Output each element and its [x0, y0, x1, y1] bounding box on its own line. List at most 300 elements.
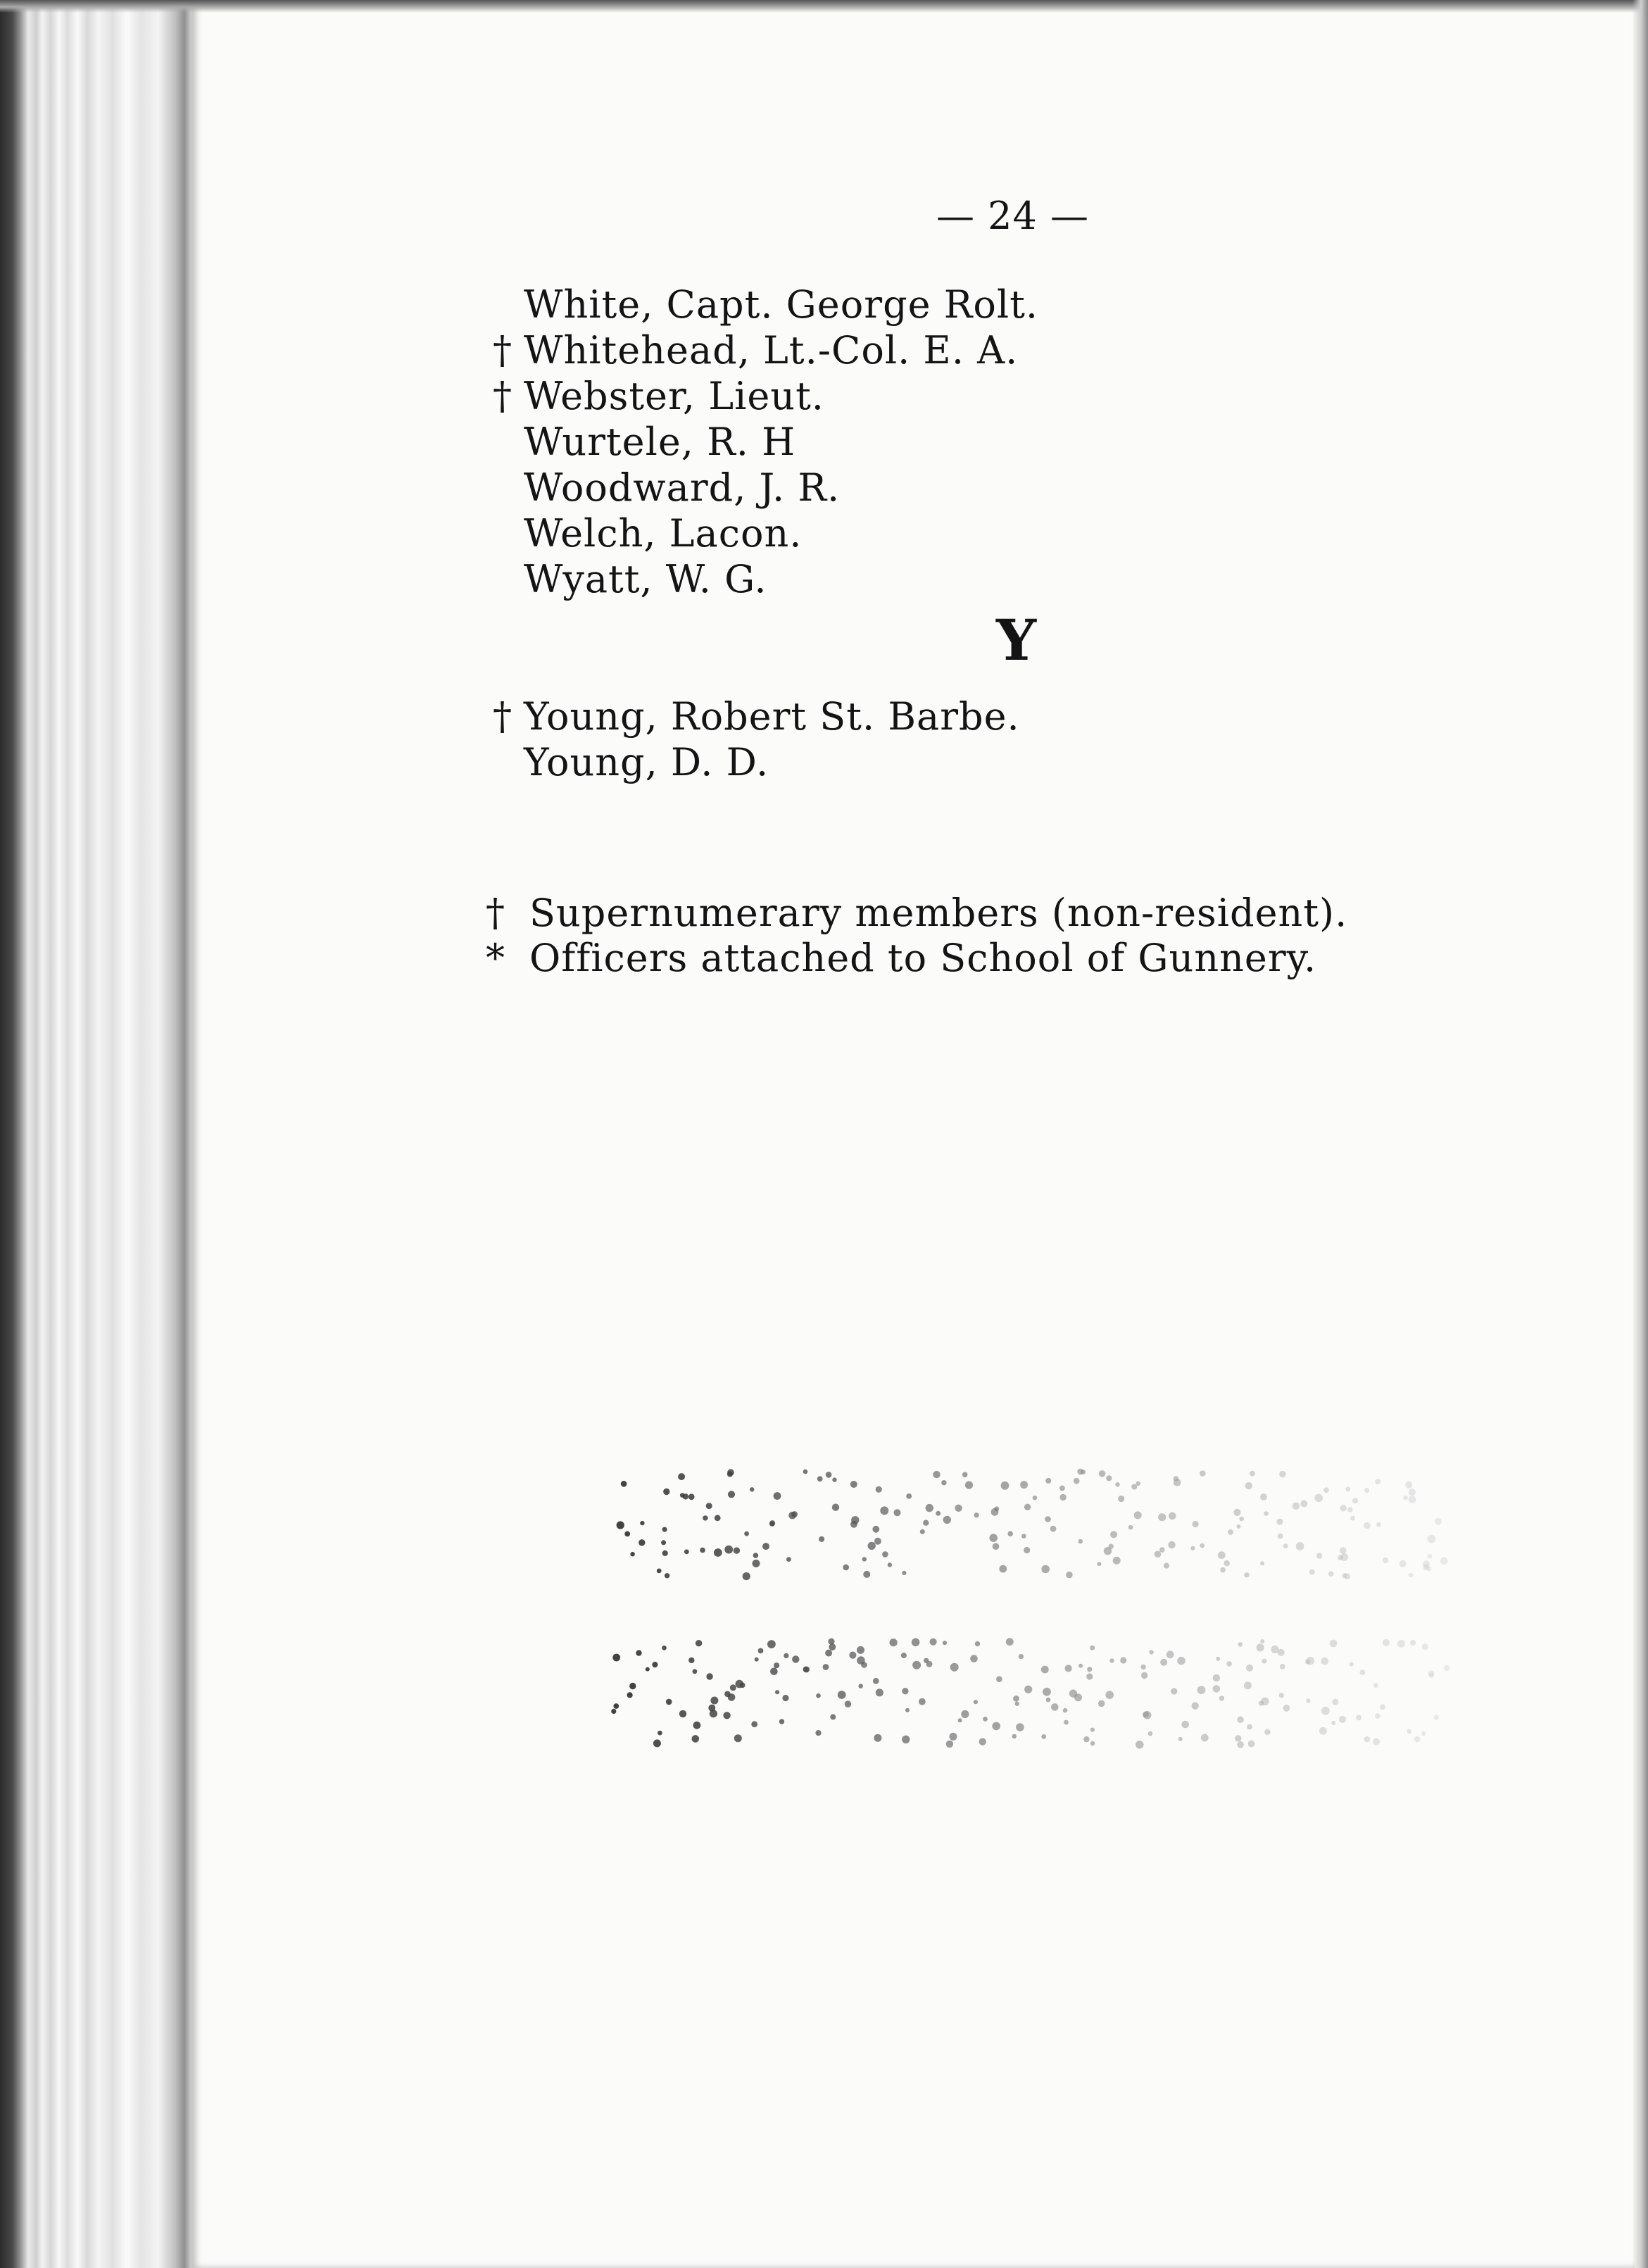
page-number: — 24 — — [936, 194, 1090, 238]
perforation-dot — [1041, 1734, 1046, 1739]
perforation-dot — [751, 1721, 757, 1727]
perforation-dot — [1007, 1531, 1013, 1536]
perforation-dot — [663, 1489, 669, 1495]
perforation-dot — [955, 1505, 962, 1512]
perforation-dot — [755, 1658, 759, 1662]
perforation-dot — [1024, 1547, 1030, 1553]
perforation-dot — [646, 1667, 650, 1672]
perforation-dot — [1316, 1553, 1322, 1558]
perforation-dot — [1340, 1547, 1347, 1554]
perforation-dot — [1090, 1646, 1095, 1650]
perforation-dot — [943, 1516, 951, 1524]
perforation-dot — [1226, 1661, 1232, 1667]
perforation-dot — [868, 1542, 876, 1550]
perforation-dot — [858, 1684, 863, 1689]
perforation-dot — [1166, 1650, 1174, 1658]
perforation-dot — [710, 1697, 718, 1705]
perforation-dot — [936, 1511, 941, 1516]
perforation-dot — [1168, 1541, 1175, 1548]
entry-name: Young, Robert St. Barbe. — [524, 694, 1020, 739]
perforation-dot — [679, 1710, 686, 1717]
perforation-dot — [1015, 1702, 1019, 1706]
perforation-dot — [1244, 1681, 1252, 1689]
perforation-dot — [1306, 1698, 1310, 1703]
list-item — [493, 282, 1038, 327]
perforation-dot — [993, 1543, 1000, 1550]
perforation-dot — [970, 1655, 978, 1662]
member-list-y — [493, 694, 1020, 785]
perforation-dot — [912, 1661, 921, 1669]
perforation-dot — [1041, 1666, 1049, 1674]
perforation-dot — [706, 1673, 712, 1679]
list-item — [493, 327, 1038, 373]
perforation-dot — [1403, 1496, 1407, 1500]
perforation-dot — [1444, 1665, 1449, 1671]
perforation-dot — [1260, 1639, 1264, 1643]
footnote — [486, 891, 1347, 936]
perforation-dot — [715, 1515, 721, 1521]
perforation-dot — [744, 1531, 749, 1536]
perforation-dot — [920, 1529, 925, 1534]
perforation-dot — [838, 1691, 846, 1699]
perforation-dot — [830, 1714, 836, 1719]
list-item — [493, 556, 1038, 602]
perforation-dot — [1106, 1475, 1112, 1481]
perforation-dot — [906, 1493, 912, 1499]
perforation-dot — [1250, 1471, 1255, 1477]
perforation-dot — [1264, 1729, 1270, 1735]
perforation-dot — [1280, 1664, 1285, 1669]
list-item — [493, 739, 1020, 785]
perforation-dot — [1148, 1731, 1153, 1736]
perforation-dot — [1422, 1643, 1428, 1650]
entry-name: Wyatt, W. G. — [524, 557, 767, 601]
perforation-dot — [1248, 1741, 1255, 1748]
perforation-dot — [1109, 1543, 1114, 1548]
perforation-dot — [1177, 1657, 1185, 1665]
entry-mark: † — [493, 694, 512, 739]
perforation-dot — [974, 1512, 979, 1517]
perforation-dot — [1063, 1708, 1068, 1713]
perforation-dot — [1190, 1546, 1195, 1550]
perforation-dot — [662, 1527, 667, 1532]
list-item — [493, 465, 1038, 510]
perforation-dot — [1160, 1659, 1167, 1666]
perforation-dot — [769, 1520, 775, 1526]
perforation-dot — [762, 1543, 769, 1550]
perforation-dot — [1001, 1481, 1009, 1490]
top-page-edge — [0, 0, 1648, 13]
perforation-dot — [734, 1547, 740, 1553]
perforation-dot — [1244, 1572, 1249, 1577]
perforation-dot — [823, 1664, 829, 1670]
perforation-dot — [1375, 1479, 1380, 1484]
perforation-dot — [1246, 1665, 1253, 1672]
perforation-dot — [872, 1526, 879, 1533]
perforation-dot — [1097, 1562, 1101, 1566]
perforation-dot — [992, 1722, 1000, 1731]
perforation-dot — [658, 1731, 662, 1736]
perforation-dot — [1159, 1547, 1165, 1553]
perforation-dot — [1300, 1500, 1307, 1508]
perforation-dot — [974, 1700, 978, 1704]
perforation-dot — [857, 1646, 864, 1654]
perforation-dot — [950, 1663, 959, 1672]
entry-name: Young, D. D. — [524, 740, 769, 784]
perforation-dot — [905, 1708, 910, 1712]
perforation-dot — [1134, 1511, 1142, 1519]
footnote-text: Supernumerary members (non-resident). — [529, 891, 1348, 935]
perforation-dot — [1279, 1693, 1284, 1698]
perforation-dot — [873, 1678, 879, 1684]
perforation-dot — [1120, 1657, 1126, 1663]
perforation-dot — [621, 1481, 627, 1487]
perforation-dot — [1087, 1667, 1092, 1672]
perforation-dot — [1024, 1686, 1032, 1693]
perforation-dot — [636, 1650, 641, 1655]
perforation-dot — [703, 1515, 707, 1520]
book-spine-edge — [0, 0, 197, 2268]
perforation-dot — [1347, 1507, 1352, 1512]
perforation-dot — [1314, 1494, 1323, 1503]
perforation-dot — [874, 1734, 881, 1742]
perforation-dot — [1064, 1720, 1069, 1725]
perforation-dot — [1143, 1712, 1149, 1718]
perforation-dot — [849, 1652, 856, 1659]
perforation-dot — [803, 1470, 808, 1474]
perforation-dot — [624, 1531, 630, 1537]
perforation-dot — [1059, 1486, 1065, 1491]
perforation-dot — [1375, 1713, 1380, 1719]
perforation-dot — [946, 1741, 953, 1748]
perforation-dot — [782, 1695, 788, 1701]
list-item — [493, 694, 1020, 739]
perforation-dot — [923, 1520, 929, 1526]
perforation-dot — [1440, 1557, 1448, 1565]
perforation-dot — [693, 1669, 698, 1674]
perforation-dot — [666, 1699, 672, 1705]
right-page-edge — [1633, 0, 1648, 2268]
perforation-dot — [1264, 1511, 1269, 1516]
perforation-dot — [774, 1492, 781, 1500]
perforation-dot — [1435, 1518, 1442, 1525]
perforation-dot — [1178, 1737, 1183, 1741]
list-item — [493, 373, 1038, 419]
perforation-dot — [975, 1641, 980, 1646]
perforation-dot — [1410, 1640, 1416, 1646]
perforation-dot — [1319, 1727, 1327, 1735]
perforation-dot — [696, 1640, 702, 1646]
perforation-dot — [850, 1481, 857, 1488]
perforation-dot — [1340, 1553, 1348, 1561]
perforation-dot — [1078, 1539, 1083, 1544]
perforation-dot — [688, 1658, 694, 1663]
perforation-dot — [845, 1700, 852, 1708]
entry-name: Whitehead, Lt.-Col. E. A. — [524, 328, 1019, 372]
perforation-dot — [1238, 1642, 1243, 1647]
perforation-dot — [1321, 1707, 1330, 1715]
perforation-dot — [1339, 1716, 1346, 1723]
perforation-dot — [1155, 1550, 1162, 1558]
perforation-dot — [803, 1667, 810, 1673]
perforation-dot — [1352, 1498, 1358, 1503]
perforation-dot — [612, 1654, 620, 1662]
perforation-dot — [639, 1539, 645, 1546]
perforation-dot — [1405, 1481, 1412, 1489]
perforated-library-stamp — [598, 1451, 1464, 1788]
entry-name: Webster, Lieut. — [524, 374, 824, 418]
perforation-dot — [617, 1521, 624, 1529]
perforation-dot — [1045, 1516, 1051, 1522]
perforation-dot — [1323, 1487, 1329, 1493]
perforation-dot — [815, 1730, 821, 1736]
perforation-dot — [1330, 1640, 1338, 1648]
perforation-dot — [1046, 1698, 1051, 1703]
perforation-dot — [788, 1512, 796, 1520]
perforation-dot — [1098, 1700, 1105, 1708]
perforation-dot — [1383, 1639, 1390, 1646]
perforation-dot — [825, 1650, 832, 1657]
perforation-dot — [1216, 1657, 1220, 1661]
perforation-dot — [1380, 1704, 1385, 1710]
perforation-dot — [688, 1493, 695, 1500]
perforation-dot — [1218, 1551, 1226, 1559]
perforation-dot — [1345, 1486, 1350, 1491]
perforation-dot — [1131, 1484, 1137, 1490]
perforation-dot — [1105, 1691, 1114, 1699]
perforation-dot — [1421, 1731, 1426, 1736]
perforation-dot — [890, 1639, 898, 1646]
perforation-dot — [1428, 1554, 1433, 1559]
perforation-dot — [1283, 1705, 1290, 1712]
perforation-dot — [943, 1641, 947, 1645]
entry-mark: † — [493, 374, 512, 418]
perforation-dot — [693, 1722, 701, 1729]
perforation-dot — [1136, 1481, 1140, 1486]
perforation-dot — [880, 1506, 888, 1515]
perforation-dot — [1376, 1522, 1381, 1527]
perforation-dot — [1356, 1715, 1361, 1720]
perforation-dot — [784, 1653, 788, 1658]
perforation-dot — [1043, 1688, 1051, 1696]
perforation-dot — [692, 1735, 700, 1743]
entry-name: Wurtele, R. H — [524, 420, 796, 464]
perforation-dot — [965, 1481, 973, 1489]
perforation-dot — [1373, 1738, 1380, 1746]
perforation-dot — [665, 1573, 669, 1578]
perforation-dot — [630, 1552, 634, 1556]
perforation-dot — [902, 1688, 908, 1694]
perforation-dot — [958, 1718, 962, 1722]
perforation-dot — [627, 1692, 633, 1698]
perforation-dot — [1247, 1724, 1252, 1730]
perforation-dot — [753, 1553, 759, 1558]
perforation-dot — [828, 1639, 834, 1645]
perforation-dot — [1407, 1729, 1411, 1734]
perforation-dot — [894, 1509, 901, 1516]
list-item — [493, 419, 1038, 465]
footnote — [486, 936, 1347, 981]
member-list-w — [493, 282, 1038, 602]
perforation-dot — [1434, 1715, 1439, 1719]
perforation-dot — [1074, 1478, 1080, 1484]
perforation-dot — [653, 1739, 661, 1747]
perforation-dot — [1364, 1488, 1369, 1493]
perforation-dot — [1059, 1494, 1066, 1500]
perforation-dot — [1128, 1525, 1133, 1530]
perforation-dot — [1141, 1665, 1146, 1669]
perforation-dot — [1213, 1685, 1221, 1693]
perforation-dot — [1364, 1522, 1371, 1529]
perforation-dot — [1219, 1696, 1224, 1700]
perforation-dot — [1113, 1557, 1121, 1565]
perforation-dot — [1045, 1478, 1051, 1484]
perforation-dot — [1409, 1573, 1414, 1578]
perforation-dot — [961, 1710, 969, 1718]
perforation-dot — [770, 1668, 778, 1676]
perforation-dot — [1169, 1512, 1176, 1520]
perforation-dot — [662, 1646, 667, 1650]
perforation-dot — [1233, 1509, 1240, 1516]
perforation-dot — [1428, 1535, 1436, 1543]
perforation-dot — [1090, 1728, 1095, 1732]
perforation-dot — [941, 1480, 946, 1485]
perforation-dot — [613, 1703, 619, 1709]
perforation-dot — [999, 1565, 1007, 1573]
perforation-dot — [1083, 1736, 1089, 1742]
perforation-dot — [1331, 1721, 1335, 1725]
perforation-dot — [1110, 1531, 1117, 1538]
perforation-dot — [1271, 1646, 1278, 1653]
perforation-dot — [728, 1693, 736, 1701]
perforation-dot — [861, 1662, 867, 1668]
perforation-dot — [1051, 1703, 1059, 1711]
perforation-dot — [1261, 1698, 1269, 1705]
perforation-dot — [843, 1565, 849, 1571]
perforation-dot — [1158, 1513, 1166, 1521]
footnotes — [486, 891, 1347, 981]
perforation-dot — [1115, 1482, 1119, 1486]
footnote-mark: † — [486, 891, 505, 935]
perforation-dot — [876, 1689, 883, 1696]
perforation-dot — [723, 1712, 730, 1719]
perforation-dot — [1429, 1674, 1434, 1679]
footnote-text: Officers attached to School of Gunnery. — [529, 936, 1317, 980]
perforation-dot — [1399, 1560, 1407, 1567]
perforation-dot — [863, 1571, 870, 1578]
perforation-dot — [1279, 1471, 1285, 1477]
perforation-dot — [724, 1546, 733, 1554]
perforation-dot — [629, 1683, 636, 1689]
perforation-dot — [1373, 1683, 1378, 1688]
perforation-dot — [1174, 1476, 1179, 1481]
perforation-dot — [1141, 1672, 1147, 1679]
perforation-dot — [1081, 1470, 1086, 1474]
perforation-dot — [817, 1476, 823, 1481]
perforation-dot — [750, 1487, 754, 1491]
perforation-dot — [876, 1486, 882, 1493]
perforation-dot — [1235, 1735, 1241, 1741]
perforation-dot — [1340, 1505, 1347, 1511]
perforation-dot — [1069, 1689, 1077, 1697]
perforation-dot — [1350, 1516, 1355, 1521]
perforation-dot — [1197, 1686, 1206, 1694]
perforation-dot — [832, 1504, 839, 1511]
perforation-dot — [706, 1503, 712, 1509]
perforation-dot — [851, 1516, 859, 1524]
perforation-dot — [700, 1548, 705, 1553]
perforation-dot — [1033, 1496, 1037, 1500]
perforation-dot — [1332, 1699, 1338, 1705]
perforation-dot — [1409, 1489, 1416, 1496]
perforation-dot — [1414, 1736, 1421, 1743]
perforation-dot — [767, 1640, 776, 1648]
perforation-dot — [1278, 1534, 1283, 1539]
perforation-dot — [1383, 1558, 1388, 1563]
perforation-dot — [1306, 1657, 1314, 1665]
perforation-dot — [874, 1538, 881, 1545]
perforation-dot — [1086, 1673, 1093, 1679]
perforation-dot — [902, 1736, 910, 1743]
perforation-dot — [1012, 1734, 1017, 1738]
perforation-dot — [753, 1560, 760, 1567]
perforation-dot — [1041, 1565, 1050, 1574]
perforation-dot — [926, 1504, 933, 1512]
perforation-dot — [1237, 1741, 1244, 1748]
perforation-dot — [1224, 1560, 1230, 1566]
perforation-dot — [996, 1676, 1002, 1682]
perforation-dot — [1078, 1664, 1083, 1668]
perforation-dot — [816, 1693, 821, 1698]
perforation-dot — [1213, 1674, 1220, 1681]
perforation-dot — [1109, 1658, 1114, 1662]
perforation-dot — [819, 1536, 824, 1542]
perforation-dot — [950, 1733, 957, 1741]
perforation-dot — [1237, 1717, 1243, 1723]
perforation-dot — [1090, 1741, 1095, 1746]
perforation-dot — [1193, 1521, 1199, 1527]
perforation-dot — [1350, 1662, 1354, 1667]
perforation-dot — [1192, 1702, 1199, 1709]
perforation-dot — [1397, 1640, 1405, 1648]
perforation-dot — [736, 1680, 744, 1689]
perforation-dot — [912, 1639, 920, 1647]
footnote-mark: * — [486, 936, 505, 980]
entry-name: Woodward, J. R. — [524, 465, 841, 510]
perforation-dot — [1050, 1526, 1057, 1532]
perforation-dot — [1118, 1496, 1124, 1502]
perforation-dot — [989, 1534, 998, 1542]
perforation-dot — [1200, 1470, 1206, 1477]
perforation-dot — [994, 1506, 999, 1511]
perforation-dot — [1066, 1572, 1073, 1579]
perforation-dot — [888, 1562, 892, 1567]
perforation-dot — [1237, 1524, 1241, 1529]
perforation-dot — [684, 1549, 689, 1554]
perforation-dot — [1328, 1572, 1333, 1577]
perforation-dot — [734, 1734, 742, 1742]
perforation-dot — [902, 1571, 906, 1575]
perforation-dot — [1171, 1688, 1177, 1694]
perforation-dot — [652, 1662, 658, 1667]
perforation-dot — [714, 1548, 722, 1557]
perforation-dot — [662, 1550, 668, 1556]
perforation-dot — [1239, 1517, 1244, 1522]
perforation-dot — [678, 1473, 685, 1480]
perforation-dot — [1426, 1566, 1431, 1571]
perforation-dot — [657, 1569, 662, 1574]
perforation-dot — [1257, 1643, 1264, 1651]
